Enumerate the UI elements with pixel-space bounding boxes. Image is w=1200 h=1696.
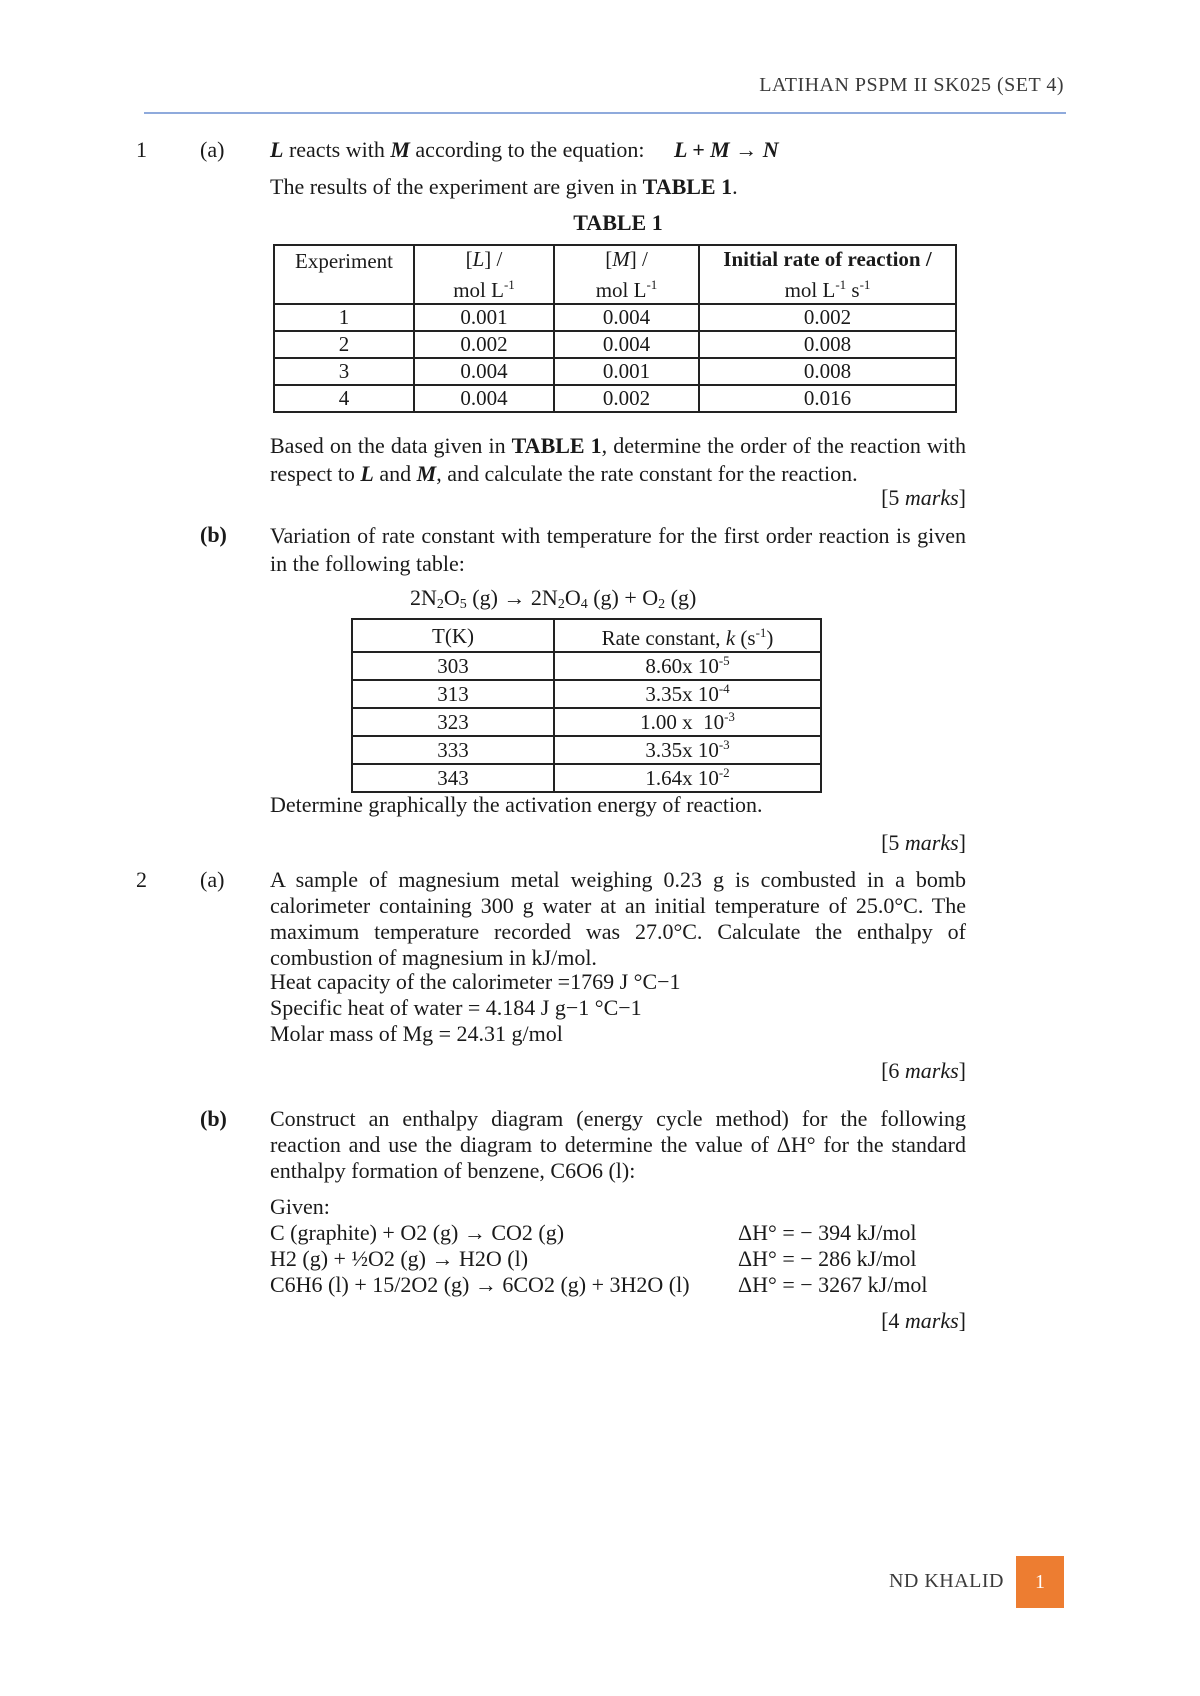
table-cell: 323 xyxy=(352,708,554,736)
q1a-question: Based on the data given in TABLE 1, determine the order of the reaction with respect to L and M, and calculate the rate constant for the reaction. xyxy=(270,433,966,486)
table-2 xyxy=(351,618,822,793)
table-cell: 0.002 xyxy=(414,331,554,358)
q1b-text: Variation of rate constant with temperature for the first order reaction is given in the following table: xyxy=(270,523,966,576)
q2b-label: (b) xyxy=(200,1106,227,1131)
header-title: LATIHAN PSPM II SK025 (SET 4) xyxy=(759,74,1064,96)
table-1-header-experiment: Experiment xyxy=(274,245,414,304)
question-1-number: 1 xyxy=(136,137,147,162)
table-cell: 0.004 xyxy=(414,358,554,385)
table-1-header-M: [M] / mol $L^{-1}$ xyxy=(554,245,699,304)
table-cell: 8.60x $10^{-5}$ xyxy=(554,652,821,680)
table-row xyxy=(274,385,956,412)
table-row xyxy=(352,736,821,764)
q1b-label: (b) xyxy=(200,522,227,547)
table-1 xyxy=(273,244,957,413)
q1a-intro: L reacts with M according to the equation: xyxy=(270,137,645,162)
table-2-header-rate-constant: Rate constant, k $(s^{-1})$ xyxy=(554,619,821,652)
footer-author: ND KHALID xyxy=(888,1570,1004,1592)
table-cell: 303 xyxy=(352,652,554,680)
table-cell: 2 xyxy=(274,331,414,358)
table-2-header-temperature: T(K) xyxy=(352,619,554,652)
q1b-equation: $2N_2O_5$ $(g) \to 2N_2O_4$ $(g) + O_2$ (g) xyxy=(410,585,697,612)
table-cell: 1.00 x $10^{-3}$ xyxy=(554,708,821,736)
table-cell: 4 xyxy=(274,385,414,412)
table-cell: 0.008 xyxy=(699,358,956,385)
table-cell: 0.004 xyxy=(554,304,699,331)
q2b-marks: [4 marks] xyxy=(881,1308,966,1333)
q1a-label: (a) xyxy=(200,137,225,162)
q2b-enthalpy-3: ΔH° = − 3267 kJ/mol xyxy=(738,1272,928,1297)
header-divider xyxy=(144,112,1066,114)
q2b-given-label: Given: xyxy=(270,1194,330,1219)
table-cell: 0.001 xyxy=(414,304,554,331)
table-cell: 0.016 xyxy=(699,385,956,412)
q1b-marks: [5 marks] xyxy=(881,830,966,855)
q2a-heat-capacity: Heat capacity of the calorimeter =1769 J °C−1 xyxy=(270,969,681,994)
q2b-reaction-3: C6H6 (l) + 15/2O2 (g) → 6CO2 (g) + 3H2O (l) xyxy=(270,1272,690,1297)
table-cell: 0.001 xyxy=(554,358,699,385)
table-cell: 3.35x $10^{-4}$ xyxy=(554,680,821,708)
table-cell: 1.64x $10^{-2}$ xyxy=(554,764,821,792)
q2b-text: Construct an enthalpy diagram (energy cycle method) for the following reaction and use the diagram to determine the value of ΔH° for the standard enthalpy formation of benzene, C6O6 (l): xyxy=(270,1106,966,1183)
table-cell: 0.004 xyxy=(414,385,554,412)
table-1-header-L: [L] / mol $L^{-1}$ xyxy=(414,245,554,304)
q1b-instruction: Determine graphically the activation energy of reaction. xyxy=(270,792,763,817)
table-cell: 343 xyxy=(352,764,554,792)
table-1-header-rate: Initial rate of reaction / mol $L^{-1}$ $s^{-1}$ xyxy=(699,245,956,304)
table-row xyxy=(274,304,956,331)
page-number: 1 xyxy=(1016,1556,1064,1608)
table-row xyxy=(274,331,956,358)
table-cell: 3.35x $10^{-3}$ xyxy=(554,736,821,764)
q2a-label: (a) xyxy=(200,867,225,892)
q1a-marks: [5 marks] xyxy=(881,485,966,510)
table-cell: 0.002 xyxy=(554,385,699,412)
q1a-equation: L + M → N xyxy=(674,137,779,162)
table-row xyxy=(352,680,821,708)
q2a-text: A sample of magnesium metal weighing 0.23 g is combusted in a bomb calorimeter containing 300 g water at an initial temperature of 25.0°C. The maximum temperature recorded was 27.0°C. Calculate the enthalpy of combustion of magnesium in kJ/mol. xyxy=(270,867,966,970)
table-cell: 313 xyxy=(352,680,554,708)
q2b-enthalpy-2: ΔH° = − 286 kJ/mol xyxy=(738,1246,917,1271)
q2b-reaction-1: C (graphite) + O2 (g) → CO2 (g) xyxy=(270,1220,565,1245)
table-cell: 0.002 xyxy=(699,304,956,331)
table-row xyxy=(352,652,821,680)
q2a-specific-heat: Specific heat of water = 4.184 J g−1 °C−1 xyxy=(270,995,642,1020)
q1a-results-text: The results of the experiment are given in TABLE 1. xyxy=(270,174,738,199)
table-row xyxy=(274,358,956,385)
table-1-title: TABLE 1 xyxy=(573,210,663,235)
table-cell: 0.004 xyxy=(554,331,699,358)
table-cell: 1 xyxy=(274,304,414,331)
table-row xyxy=(352,708,821,736)
q2b-reaction-2: H2 (g) + ½O2 (g) → H2O (l) xyxy=(270,1246,529,1271)
q2a-molar-mass: Molar mass of Mg = 24.31 g/mol xyxy=(270,1021,563,1046)
table-cell: 0.008 xyxy=(699,331,956,358)
table-row xyxy=(352,764,821,792)
table-cell: 3 xyxy=(274,358,414,385)
q2b-enthalpy-1: ΔH° = − 394 kJ/mol xyxy=(738,1220,917,1245)
table-cell: 333 xyxy=(352,736,554,764)
q2a-marks: [6 marks] xyxy=(881,1058,966,1083)
question-2-number: 2 xyxy=(136,867,147,892)
